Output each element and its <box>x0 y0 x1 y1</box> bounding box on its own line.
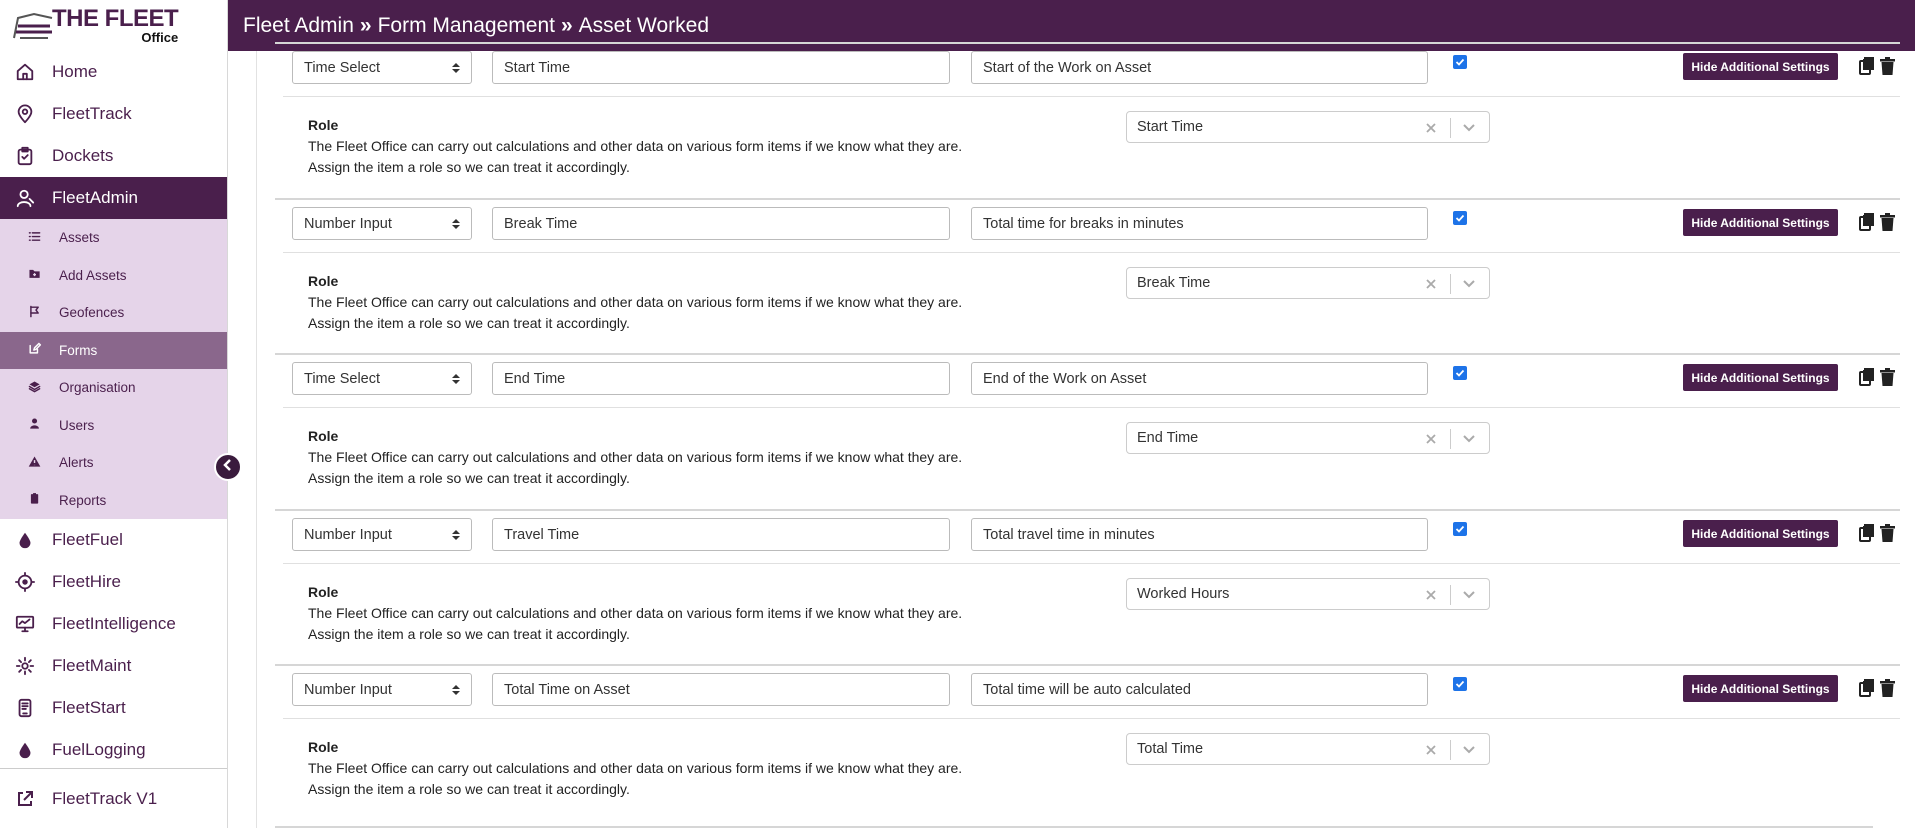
trash-icon[interactable] <box>1879 367 1895 387</box>
select-arrows-icon <box>452 62 460 74</box>
brand-name: THE FLEET <box>52 5 179 32</box>
sidebar-subitem-assets[interactable] <box>0 219 227 257</box>
hide-additional-settings-button[interactable]: Hide Additional Settings <box>1683 675 1838 702</box>
sidebar-subitem-label: Reports <box>59 492 107 508</box>
field-name-value: Break Time <box>504 215 578 232</box>
field-description-value: Start of the Work on Asset <box>983 59 1152 76</box>
required-checkbox[interactable] <box>1453 55 1467 69</box>
field-description-input[interactable] <box>971 51 1428 84</box>
copy-icon[interactable] <box>1859 56 1875 76</box>
role-select-value: End Time <box>1137 430 1199 446</box>
sidebar-item-fleetadmin[interactable] <box>0 177 227 219</box>
role-description <box>308 603 988 645</box>
select-arrows-icon <box>452 218 460 230</box>
role-select-value: Worked Hours <box>1137 586 1230 602</box>
chevron-down-icon[interactable] <box>1461 431 1477 447</box>
role-description-line: Assign the item a role so we can treat it accordingly. <box>308 315 630 331</box>
clear-icon[interactable] <box>1425 274 1437 295</box>
form-panel-border <box>256 51 257 828</box>
role-description <box>308 758 988 800</box>
flag-icon <box>28 305 44 321</box>
clear-icon[interactable] <box>1425 118 1437 139</box>
field-settings-row <box>283 43 1900 97</box>
sidebar-item-label: FleetFuel <box>52 530 123 549</box>
sidebar-item-fuellogging[interactable] <box>0 729 227 771</box>
sidebar-item-label: Home <box>52 62 98 81</box>
layers-icon <box>28 380 44 396</box>
field-settings-row <box>283 199 1900 253</box>
hide-additional-settings-button[interactable]: Hide Additional Settings <box>1683 364 1838 391</box>
breadcrumb-form-management[interactable]: Form Management <box>377 13 555 37</box>
copy-icon[interactable] <box>1859 212 1875 232</box>
field-name-input[interactable] <box>492 518 950 551</box>
select-divider <box>1450 274 1451 294</box>
field-name-input[interactable] <box>492 673 950 706</box>
field-settings-row <box>283 510 1900 564</box>
role-select[interactable] <box>1126 733 1490 765</box>
field-type-select[interactable] <box>292 673 472 706</box>
sidebar-item-fleethire[interactable] <box>0 561 227 603</box>
field-type-select[interactable] <box>292 207 472 240</box>
sidebar-subitem-add-assets[interactable] <box>0 257 227 295</box>
field-role-row <box>283 719 1900 821</box>
required-checkbox[interactable] <box>1453 677 1467 691</box>
select-arrows-icon <box>452 684 460 696</box>
role-description <box>308 136 988 178</box>
sidebar-item-label: FuelLogging <box>52 740 146 759</box>
field-name-value: Travel Time <box>504 526 580 543</box>
user-icon <box>28 417 44 433</box>
home-icon <box>14 61 36 83</box>
sidebar-subitem-label: Users <box>59 417 95 433</box>
field-type-select[interactable] <box>292 51 472 84</box>
field-name-input[interactable] <box>492 51 950 84</box>
sidebar-subitem-geofences[interactable] <box>0 294 227 332</box>
trash-icon[interactable] <box>1879 678 1895 698</box>
sidebar-subitem-label: Alerts <box>59 455 94 471</box>
field-type-value: Number Input <box>304 215 392 232</box>
field-type-value: Time Select <box>304 59 381 76</box>
field-name-value: Start Time <box>504 59 571 76</box>
breadcrumb-asset-worked: Asset Worked <box>578 13 709 37</box>
sidebar-subitem-users[interactable] <box>0 407 227 445</box>
field-type-select[interactable] <box>292 518 472 551</box>
cog-icon <box>14 655 36 677</box>
chevron-down-icon[interactable] <box>1461 276 1477 292</box>
sidebar-item-label: FleetMaint <box>52 656 132 675</box>
select-divider <box>1450 740 1451 760</box>
copy-icon[interactable] <box>1859 523 1875 543</box>
clear-icon[interactable] <box>1425 429 1437 450</box>
sidebar-item-dockets[interactable] <box>0 135 227 177</box>
required-checkbox[interactable] <box>1453 366 1467 380</box>
role-description <box>308 447 988 489</box>
truck-logo-icon <box>12 8 48 44</box>
clear-icon[interactable] <box>1425 585 1437 606</box>
copy-icon[interactable] <box>1859 367 1875 387</box>
monitor-icon <box>14 613 36 635</box>
field-description-value: Total time for breaks in minutes <box>983 215 1184 232</box>
clipboard-check-icon <box>14 145 36 167</box>
field-settings-row <box>283 665 1900 719</box>
role-description-line: Assign the item a role so we can treat it accordingly. <box>308 470 630 486</box>
copy-icon[interactable] <box>1859 678 1875 698</box>
user-admin-icon <box>14 187 36 209</box>
field-name-input[interactable] <box>492 362 950 395</box>
list-icon <box>28 230 44 246</box>
form-field-row <box>275 43 1900 199</box>
select-arrows-icon <box>452 529 460 541</box>
sidebar-item-label: FleetTrack <box>52 104 132 123</box>
sidebar-item-label: FleetAdmin <box>52 188 138 207</box>
sidebar-collapse-button[interactable] <box>214 453 242 481</box>
brand-subname: Office <box>141 30 179 45</box>
role-label: Role <box>308 273 339 289</box>
role-description-line: The Fleet Office can carry out calculations and other data on various form items if we know what they are. <box>308 760 963 776</box>
hide-additional-settings-button[interactable]: Hide Additional Settings <box>1683 53 1838 80</box>
hide-additional-settings-button[interactable]: Hide Additional Settings <box>1683 209 1838 236</box>
field-description-input[interactable] <box>971 518 1428 551</box>
sidebar-subitem-alerts[interactable] <box>0 444 227 482</box>
role-description-line: Assign the item a role so we can treat it accordingly. <box>308 626 630 642</box>
clear-icon[interactable] <box>1425 740 1437 761</box>
role-label: Role <box>308 584 339 600</box>
sidebar-subitem-label: Assets <box>59 230 100 246</box>
field-description-input[interactable] <box>971 207 1428 240</box>
select-divider <box>1450 429 1451 449</box>
sidebar-item-fleetmaint[interactable] <box>0 645 227 687</box>
clipboard-icon <box>28 492 44 508</box>
field-description-input[interactable] <box>971 362 1428 395</box>
sidebar-subitem-label: Add Assets <box>59 267 127 283</box>
sidebar-item-label: FleetStart <box>52 698 126 717</box>
role-select-value: Break Time <box>1137 275 1211 291</box>
sidebar-item-fleetintelligence[interactable] <box>0 603 227 645</box>
warning-icon <box>28 455 44 471</box>
breadcrumb-separator: » <box>359 13 372 37</box>
select-arrows-icon <box>452 373 460 385</box>
fuel-drop-icon <box>14 529 36 551</box>
role-select[interactable] <box>1126 111 1490 143</box>
field-description-value: End of the Work on Asset <box>983 370 1147 387</box>
role-description-line: Assign the item a role so we can treat it accordingly. <box>308 781 630 797</box>
field-name-input[interactable] <box>492 207 950 240</box>
form-field-row <box>275 665 1900 821</box>
field-role-row <box>283 253 1900 355</box>
sidebar-item-label: FleetTrack V1 <box>52 788 158 808</box>
field-type-value: Number Input <box>304 681 392 698</box>
role-description <box>308 292 988 334</box>
chevron-down-icon[interactable] <box>1461 120 1477 136</box>
sidebar-item-fleettrack-v1[interactable] <box>0 768 227 828</box>
sidebar-subitem-forms[interactable] <box>0 332 227 370</box>
trash-icon[interactable] <box>1879 523 1895 543</box>
role-label: Role <box>308 117 339 133</box>
breadcrumb-separator: » <box>560 13 573 37</box>
sidebar-item-label: FleetIntelligence <box>52 614 176 633</box>
sidebar-subitem-label: Geofences <box>59 305 125 321</box>
field-role-row <box>283 97 1900 199</box>
role-description-line: The Fleet Office can carry out calculations and other data on various form items if we know what they are. <box>308 138 963 154</box>
trash-icon[interactable] <box>1879 212 1895 232</box>
field-name-value: End Time <box>504 370 566 387</box>
role-label: Role <box>308 739 339 755</box>
edit-icon <box>28 342 44 358</box>
role-label: Role <box>308 428 339 444</box>
role-select-value: Total Time <box>1137 741 1204 757</box>
required-checkbox[interactable] <box>1453 522 1467 536</box>
sidebar-item-label: Dockets <box>52 146 114 165</box>
required-checkbox[interactable] <box>1453 211 1467 225</box>
hire-icon <box>14 571 36 593</box>
field-name-value: Total Time on Asset <box>504 681 630 698</box>
role-description-line: The Fleet Office can carry out calculations and other data on various form items if we know what they are. <box>308 294 963 310</box>
field-settings-row <box>283 354 1900 408</box>
breadcrumb-fleet-admin[interactable]: Fleet Admin <box>243 13 354 37</box>
form-field-row <box>275 354 1900 510</box>
form-field-row <box>275 199 1900 355</box>
logo[interactable] <box>0 0 227 51</box>
fuel-drop-icon <box>14 739 36 761</box>
role-select[interactable] <box>1126 267 1490 299</box>
select-divider <box>1450 118 1451 138</box>
chevron-down-icon[interactable] <box>1461 742 1477 758</box>
role-select-value: Start Time <box>1137 119 1204 135</box>
field-description-value: Total travel time in minutes <box>983 526 1155 543</box>
trash-icon[interactable] <box>1879 56 1895 76</box>
folder-plus-icon <box>28 267 44 283</box>
role-description-line: The Fleet Office can carry out calculations and other data on various form items if we know what they are. <box>308 605 963 621</box>
role-description-line: The Fleet Office can carry out calculations and other data on various form items if we know what they are. <box>308 449 963 465</box>
map-pin-icon <box>14 103 36 125</box>
field-type-select[interactable] <box>292 362 472 395</box>
role-description-line: Assign the item a role so we can treat it accordingly. <box>308 159 630 175</box>
sidebar-subitem-reports[interactable] <box>0 482 227 520</box>
field-type-value: Number Input <box>304 526 392 543</box>
sidebar-subitem-label: Organisation <box>59 380 136 396</box>
field-description-value: Total time will be auto calculated <box>983 681 1191 698</box>
chevron-left-icon <box>222 458 234 476</box>
select-divider <box>1450 585 1451 605</box>
sidebar-item-fleetstart[interactable] <box>0 687 227 729</box>
sidebar <box>0 0 228 828</box>
field-description-input[interactable] <box>971 673 1428 706</box>
phone-icon <box>14 697 36 719</box>
role-select[interactable] <box>1126 578 1490 610</box>
sidebar-item-label: FleetHire <box>52 572 121 591</box>
sidebar-item-fleettrack[interactable] <box>0 93 227 135</box>
form-field-row <box>275 510 1900 666</box>
sidebar-subitem-organisation[interactable] <box>0 369 227 407</box>
sidebar-item-fleetfuel[interactable] <box>0 519 227 561</box>
field-role-row <box>283 564 1900 666</box>
external-link-icon <box>14 788 36 810</box>
sidebar-subitem-label: Forms <box>59 342 98 358</box>
field-role-row <box>283 408 1900 510</box>
chevron-down-icon[interactable] <box>1461 587 1477 603</box>
role-select[interactable] <box>1126 422 1490 454</box>
hide-additional-settings-button[interactable]: Hide Additional Settings <box>1683 520 1838 547</box>
sidebar-item-home[interactable] <box>0 51 227 93</box>
field-type-value: Time Select <box>304 370 381 387</box>
